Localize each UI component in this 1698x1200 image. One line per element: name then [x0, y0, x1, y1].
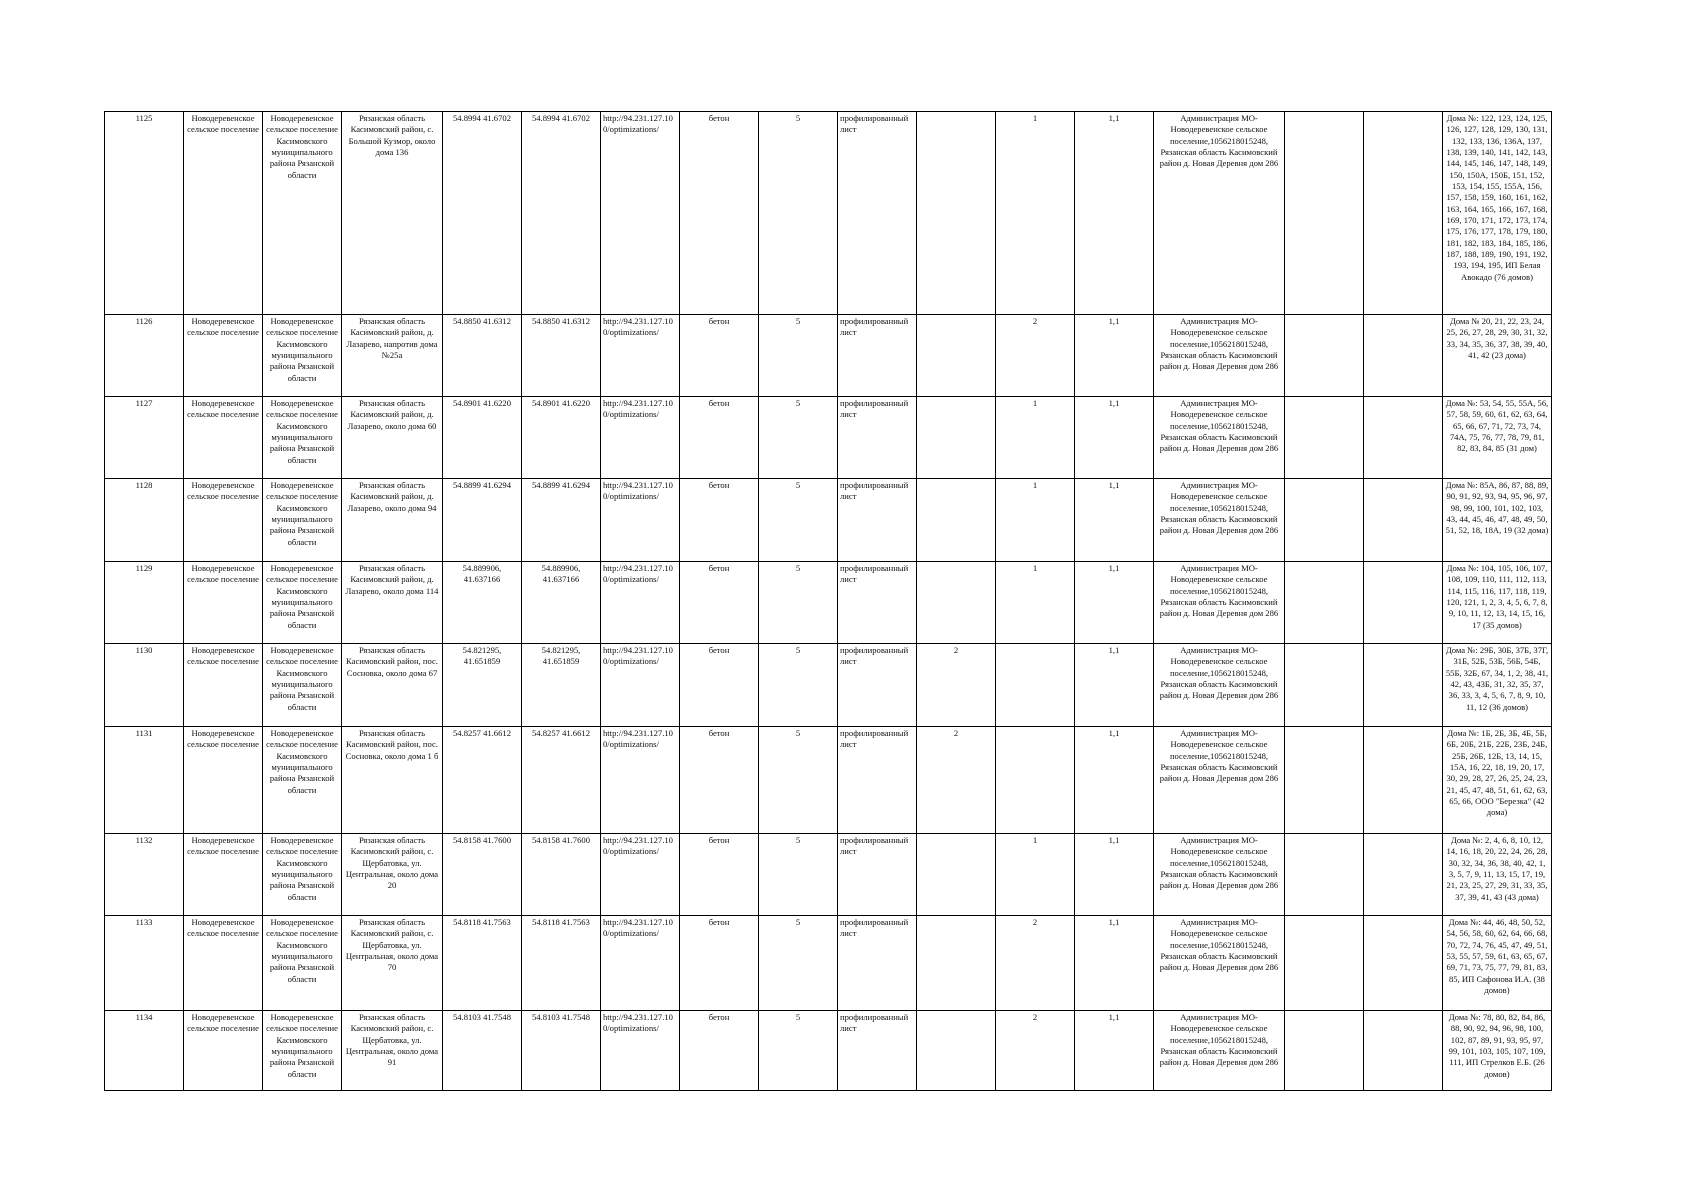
table-row — [105, 644, 1552, 727]
volume-cell: 1,1 — [1075, 112, 1154, 315]
coordinates-cell: 54.889906, 41.637166 — [522, 562, 601, 644]
row-number: 1126 — [105, 315, 184, 397]
owner-cell: Новодеревенское сельское поселение Касимовского муниципального района Рязанской области — [263, 644, 342, 727]
address-cell: Рязанская область Касимовский район, с. Щербатовка, ул. Центральная, около дома 20 — [342, 834, 443, 916]
container-sites-table — [104, 111, 1552, 1091]
organization-cell: Администрация МО-Новодеревенское сельское поселение,1056218015248, Рязанская область Касимовский район д. Новая Деревня дом 286 — [1154, 315, 1285, 397]
address-cell: Рязанская область Касимовский район, д. Лазарево, напротив дома №25а — [342, 315, 443, 397]
count-cell — [917, 562, 996, 644]
url-cell: http://94.231.127.10 0/optimizations/ — [601, 562, 680, 644]
houses-cell: Дома №: 85А, 86, 87, 88, 89, 90, 91, 92, 93, 94, 95, 96, 97, 98, 99, 100, 101, 102, 103, 43, 44, 45, 46, 47, 48, 49, 50, 51, 52, 18, 18А, 19 (32 дома) — [1443, 479, 1552, 562]
cover-cell: профилированный лист — [838, 834, 917, 916]
count-cell: 2 — [996, 1011, 1075, 1091]
coordinates-cell: 54.8103 41.7548 — [443, 1011, 522, 1091]
volume-cell: 1,1 — [1075, 1011, 1154, 1091]
settlement-cell: Новодеревенское сельское поселение — [184, 479, 263, 562]
cover-cell: профилированный лист — [838, 479, 917, 562]
surface-cell: бетон — [680, 1011, 759, 1091]
coordinates-cell: 54.8850 41.6312 — [443, 315, 522, 397]
empty-cell — [1285, 397, 1364, 479]
area-cell: 5 — [759, 112, 838, 315]
row-number: 1132 — [105, 834, 184, 916]
organization-cell: Администрация МО-Новодеревенское сельское поселение,1056218015248, Рязанская область Касимовский район д. Новая Деревня дом 286 — [1154, 916, 1285, 1011]
coordinates-cell: 54.8103 41.7548 — [522, 1011, 601, 1091]
organization-cell: Администрация МО-Новодеревенское сельское поселение,1056218015248, Рязанская область Касимовский район д. Новая Деревня дом 286 — [1154, 479, 1285, 562]
volume-cell: 1,1 — [1075, 315, 1154, 397]
owner-cell: Новодеревенское сельское поселение Касимовского муниципального района Рязанской области — [263, 397, 342, 479]
row-number: 1130 — [105, 644, 184, 727]
address-cell: Рязанская область Касимовский район, д. Лазарево, около дома 94 — [342, 479, 443, 562]
surface-cell: бетон — [680, 315, 759, 397]
count-cell: 2 — [996, 916, 1075, 1011]
coordinates-cell: 54.8158 41.7600 — [443, 834, 522, 916]
table-row — [105, 397, 1552, 479]
surface-cell: бетон — [680, 397, 759, 479]
url-cell: http://94.231.127.10 0/optimizations/ — [601, 479, 680, 562]
row-number: 1127 — [105, 397, 184, 479]
coordinates-cell: 54.8850 41.6312 — [522, 315, 601, 397]
row-number: 1133 — [105, 916, 184, 1011]
area-cell: 5 — [759, 916, 838, 1011]
area-cell: 5 — [759, 315, 838, 397]
cover-cell: профилированный лист — [838, 644, 917, 727]
area-cell: 5 — [759, 834, 838, 916]
houses-cell: Дома №: 78, 80, 82, 84, 86, 88, 90, 92, 94, 96, 98, 100, 102, 87, 89, 91, 93, 95, 97, 99, 101, 103, 105, 107, 109, 111, ИП Стрелков Е.Б. (26 домов) — [1443, 1011, 1552, 1091]
organization-cell: Администрация МО-Новодеревенское сельское поселение,1056218015248, Рязанская область Касимовский район д. Новая Деревня дом 286 — [1154, 1011, 1285, 1091]
cover-cell: профилированный лист — [838, 112, 917, 315]
volume-cell: 1,1 — [1075, 834, 1154, 916]
surface-cell: бетон — [680, 562, 759, 644]
owner-cell: Новодеревенское сельское поселение Касимовского муниципального района Рязанской области — [263, 834, 342, 916]
empty-cell — [1364, 727, 1443, 834]
area-cell: 5 — [759, 644, 838, 727]
houses-cell: Дома №: 44, 46, 48, 50, 52, 54, 56, 58, 60, 62, 64, 66, 68, 70, 72, 74, 76, 45, 47, 49, 51, 53, 55, 57, 59, 61, 63, 65, 67, 69, 71, 73, 75, 77, 79, 81, 83, 85, ИП Сафонова И.А. (38 домов) — [1443, 916, 1552, 1011]
volume-cell: 1,1 — [1075, 397, 1154, 479]
settlement-cell: Новодеревенское сельское поселение — [184, 315, 263, 397]
empty-cell — [1364, 916, 1443, 1011]
area-cell: 5 — [759, 397, 838, 479]
table-row — [105, 727, 1552, 834]
count-cell — [996, 644, 1075, 727]
coordinates-cell: 54.8257 41.6612 — [443, 727, 522, 834]
count-cell — [917, 397, 996, 479]
empty-cell — [1364, 479, 1443, 562]
table-row — [105, 562, 1552, 644]
count-cell: 1 — [996, 397, 1075, 479]
coordinates-cell: 54.8118 41.7563 — [443, 916, 522, 1011]
coordinates-cell: 54.8901 41.6220 — [443, 397, 522, 479]
houses-cell: Дома №: 53, 54, 55, 55А, 56, 57, 58, 59, 60, 61, 62, 63, 64, 65, 66, 67, 71, 72, 73, 74, 74А, 75, 76, 77, 78, 79, 81, 82, 83, 84, 85 (31 дом) — [1443, 397, 1552, 479]
url-cell: http://94.231.127.10 0/optimizations/ — [601, 315, 680, 397]
coordinates-cell: 54.8899 41.6294 — [522, 479, 601, 562]
organization-cell: Администрация МО-Новодеревенское сельское поселение,1056218015248, Рязанская область Касимовский район д. Новая Деревня дом 286 — [1154, 834, 1285, 916]
coordinates-cell: 54.821295, 41.651859 — [522, 644, 601, 727]
address-cell: Рязанская область Касимовский район, д. Лазарево, около дома 114 — [342, 562, 443, 644]
row-number: 1131 — [105, 727, 184, 834]
owner-cell: Новодеревенское сельское поселение Касимовского муниципального района Рязанской области — [263, 1011, 342, 1091]
count-cell — [996, 727, 1075, 834]
cover-cell: профилированный лист — [838, 1011, 917, 1091]
url-cell: http://94.231.127.10 0/optimizations/ — [601, 916, 680, 1011]
count-cell — [917, 479, 996, 562]
empty-cell — [1285, 315, 1364, 397]
surface-cell: бетон — [680, 916, 759, 1011]
empty-cell — [1285, 112, 1364, 315]
houses-cell: Дома №: 29Б, 30Б, 37Б, 37Г, 31Б, 52Б, 53Б, 56Б, 54Б, 55Б, 32Б, 67, 34, 1, 2, 38, 41, 42, 43, 43Б, 31, 32, 35, 37, 36, 33, 3, 4, 5, 6, 7, 8, 9, 10, 11, 12 (36 домов) — [1443, 644, 1552, 727]
surface-cell: бетон — [680, 727, 759, 834]
empty-cell — [1364, 562, 1443, 644]
row-number: 1125 — [105, 112, 184, 315]
empty-cell — [1285, 916, 1364, 1011]
coordinates-cell: 54.889906, 41.637166 — [443, 562, 522, 644]
row-number: 1129 — [105, 562, 184, 644]
empty-cell — [1364, 834, 1443, 916]
url-cell: http://94.231.127.10 0/optimizations/ — [601, 1011, 680, 1091]
count-cell: 2 — [996, 315, 1075, 397]
coordinates-cell: 54.8994 41.6702 — [443, 112, 522, 315]
empty-cell — [1285, 1011, 1364, 1091]
address-cell: Рязанская область Касимовский район, с. Щербатовка, ул. Центральная, около дома 91 — [342, 1011, 443, 1091]
area-cell: 5 — [759, 1011, 838, 1091]
volume-cell: 1,1 — [1075, 479, 1154, 562]
area-cell: 5 — [759, 562, 838, 644]
address-cell: Рязанская область Касимовский район, пос. Сосновка, около дома 1 б — [342, 727, 443, 834]
settlement-cell: Новодеревенское сельское поселение — [184, 644, 263, 727]
houses-cell: Дома №: 104, 105, 106, 107, 108, 109, 110, 111, 112, 113, 114, 115, 116, 117, 118, 119, 120, 121, 1, 2, 3, 4, 5, 6, 7, 8, 9, 10, 11, 12, 13, 14, 15, 16, 17 (35 домов) — [1443, 562, 1552, 644]
coordinates-cell: 54.8899 41.6294 — [443, 479, 522, 562]
url-cell: http://94.231.127.10 0/optimizations/ — [601, 112, 680, 315]
settlement-cell: Новодеревенское сельское поселение — [184, 1011, 263, 1091]
settlement-cell: Новодеревенское сельское поселение — [184, 916, 263, 1011]
surface-cell: бетон — [680, 644, 759, 727]
empty-cell — [1285, 479, 1364, 562]
coordinates-cell: 54.8158 41.7600 — [522, 834, 601, 916]
empty-cell — [1364, 1011, 1443, 1091]
surface-cell: бетон — [680, 112, 759, 315]
organization-cell: Администрация МО-Новодеревенское сельское поселение,1056218015248, Рязанская область Касимовский район д. Новая Деревня дом 286 — [1154, 397, 1285, 479]
houses-cell: Дома № 20, 21, 22, 23, 24, 25, 26, 27, 28, 29, 30, 31, 32, 33, 34, 35, 36, 37, 38, 39, 40, 41, 42 (23 дома) — [1443, 315, 1552, 397]
organization-cell: Администрация МО-Новодеревенское сельское поселение,1056218015248, Рязанская область Касимовский район д. Новая Деревня дом 286 — [1154, 727, 1285, 834]
owner-cell: Новодеревенское сельское поселение Касимовского муниципального района Рязанской области — [263, 727, 342, 834]
volume-cell: 1,1 — [1075, 562, 1154, 644]
cover-cell: профилированный лист — [838, 916, 917, 1011]
row-number: 1134 — [105, 1011, 184, 1091]
empty-cell — [1285, 562, 1364, 644]
volume-cell: 1,1 — [1075, 916, 1154, 1011]
count-cell: 1 — [996, 479, 1075, 562]
count-cell: 2 — [917, 727, 996, 834]
cover-cell: профилированный лист — [838, 397, 917, 479]
count-cell — [917, 834, 996, 916]
organization-cell: Администрация МО-Новодеревенское сельское поселение,1056218015248, Рязанская область Касимовский район д. Новая Деревня дом 286 — [1154, 562, 1285, 644]
organization-cell: Администрация МО-Новодеревенское сельское поселение,1056218015248, Рязанская область Касимовский район д. Новая Деревня дом 286 — [1154, 644, 1285, 727]
count-cell: 2 — [917, 644, 996, 727]
count-cell: 1 — [996, 112, 1075, 315]
surface-cell: бетон — [680, 479, 759, 562]
owner-cell: Новодеревенское сельское поселение Касимовского муниципального района Рязанской области — [263, 562, 342, 644]
organization-cell: Администрация МО-Новодеревенское сельское поселение,1056218015248, Рязанская область Касимовский район д. Новая Деревня дом 286 — [1154, 112, 1285, 315]
coordinates-cell: 54.8118 41.7563 — [522, 916, 601, 1011]
table-row — [105, 315, 1552, 397]
table-row — [105, 112, 1552, 315]
volume-cell: 1,1 — [1075, 644, 1154, 727]
url-cell: http://94.231.127.10 0/optimizations/ — [601, 397, 680, 479]
count-cell: 1 — [996, 834, 1075, 916]
empty-cell — [1364, 112, 1443, 315]
houses-cell: Дома №: 1Б, 2Б, 3Б, 4Б, 5Б, 6Б, 20Б, 21Б, 22Б, 23Б, 24Б, 25Б, 26Б, 12Б, 13, 14, 15, 15А, 16, 22, 18, 19, 20, 17, 30, 29, 28, 27, 26, 25, 24, 23, 21, 45, 47, 48, 51, 61, 62, 63, 65, 66, ООО "Березка" (42 дома) — [1443, 727, 1552, 834]
owner-cell: Новодеревенское сельское поселение Касимовского муниципального района Рязанской области — [263, 315, 342, 397]
row-number: 1128 — [105, 479, 184, 562]
cover-cell: профилированный лист — [838, 727, 917, 834]
address-cell: Рязанская область Касимовский район, пос. Сосновка, около дома 67 — [342, 644, 443, 727]
houses-cell: Дома №: 122, 123, 124, 125, 126, 127, 128, 129, 130, 131, 132, 133, 136, 136А, 137, 138, 139, 140, 141, 142, 143, 144, 145, 146, 147, 148, 149, 150, 150А, 150Б, 151, 152, 153, 154, 155, 155А, 156, 157, 158, 159, 160, 161, 162, 163, 164, 165, 166, 167, 168, 169, 170, 171, 172, 173, 174, 175, 176, 177, 178, 179, 180, 181, 182, 183, 184, 185, 186, 187, 188, 189, 190, 191, 192, 193, 194, 195, ИП Белая Авокадо (76 домов) — [1443, 112, 1552, 315]
owner-cell: Новодеревенское сельское поселение Касимовского муниципального района Рязанской области — [263, 112, 342, 315]
owner-cell: Новодеревенское сельское поселение Касимовского муниципального района Рязанской области — [263, 479, 342, 562]
address-cell: Рязанская область Касимовский район, д. Лазарево, около дома 60 — [342, 397, 443, 479]
table-row — [105, 916, 1552, 1011]
count-cell — [917, 1011, 996, 1091]
count-cell — [917, 112, 996, 315]
area-cell: 5 — [759, 727, 838, 834]
count-cell: 1 — [996, 562, 1075, 644]
table-row — [105, 1011, 1552, 1091]
houses-cell: Дома №: 2, 4, 6, 8, 10, 12, 14, 16, 18, 20, 22, 24, 26, 28, 30, 32, 34, 36, 38, 40, 42, 1, 3, 5, 7, 9, 11, 13, 15, 17, 19, 21, 23, 25, 27, 29, 31, 33, 35, 37, 39, 41, 43 (43 дома) — [1443, 834, 1552, 916]
url-cell: http://94.231.127.10 0/optimizations/ — [601, 727, 680, 834]
settlement-cell: Новодеревенское сельское поселение — [184, 727, 263, 834]
empty-cell — [1285, 644, 1364, 727]
count-cell — [917, 916, 996, 1011]
coordinates-cell: 54.8994 41.6702 — [522, 112, 601, 315]
url-cell: http://94.231.127.10 0/optimizations/ — [601, 644, 680, 727]
settlement-cell: Новодеревенское сельское поселение — [184, 834, 263, 916]
count-cell — [917, 315, 996, 397]
owner-cell: Новодеревенское сельское поселение Касимовского муниципального района Рязанской области — [263, 916, 342, 1011]
area-cell: 5 — [759, 479, 838, 562]
empty-cell — [1285, 834, 1364, 916]
surface-cell: бетон — [680, 834, 759, 916]
empty-cell — [1285, 727, 1364, 834]
url-cell: http://94.231.127.10 0/optimizations/ — [601, 834, 680, 916]
cover-cell: профилированный лист — [838, 562, 917, 644]
address-cell: Рязанская область Касимовский район, с. Щербатовка, ул. Центральная, около дома 70 — [342, 916, 443, 1011]
settlement-cell: Новодеревенское сельское поселение — [184, 112, 263, 315]
address-cell: Рязанская область Касимовский район, с. Большой Кузмор, около дома 136 — [342, 112, 443, 315]
empty-cell — [1364, 397, 1443, 479]
empty-cell — [1364, 315, 1443, 397]
volume-cell: 1,1 — [1075, 727, 1154, 834]
cover-cell: профилированный лист — [838, 315, 917, 397]
coordinates-cell: 54.8901 41.6220 — [522, 397, 601, 479]
coordinates-cell: 54.821295, 41.651859 — [443, 644, 522, 727]
settlement-cell: Новодеревенское сельское поселение — [184, 562, 263, 644]
table-row — [105, 479, 1552, 562]
empty-cell — [1364, 644, 1443, 727]
table-row — [105, 834, 1552, 916]
settlement-cell: Новодеревенское сельское поселение — [184, 397, 263, 479]
coordinates-cell: 54.8257 41.6612 — [522, 727, 601, 834]
